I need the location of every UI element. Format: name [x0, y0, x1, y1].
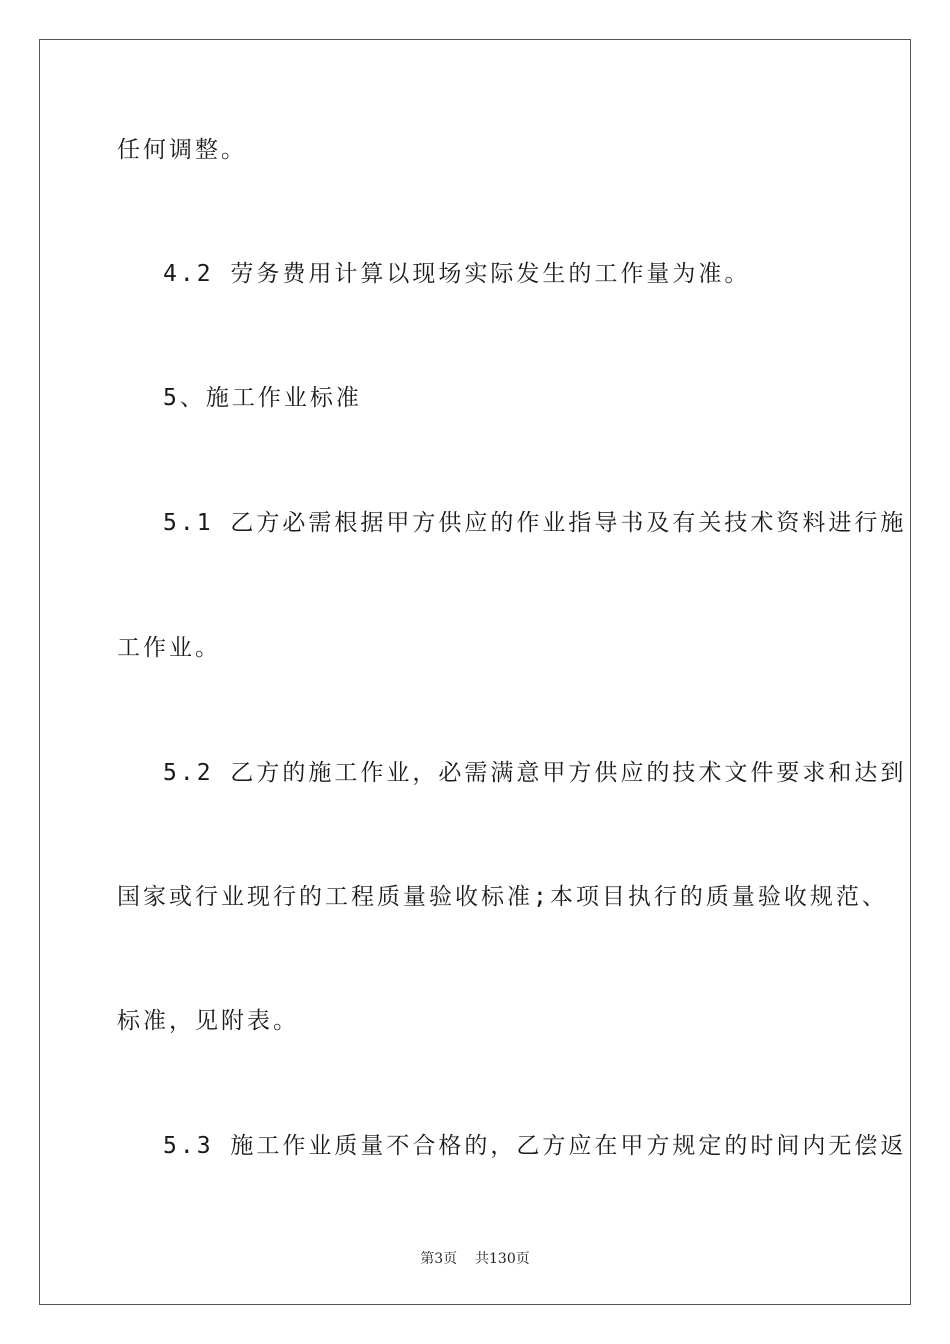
text-line-9: 5.3 施工作业质量不合格的，乙方应在甲方规定的时间内无偿返 [163, 1133, 907, 1159]
page-number: 第3页 [420, 1251, 458, 1267]
text-line-6: 5.2 乙方的施工作业，必需满意甲方供应的技术文件要求和达到 [163, 760, 907, 786]
text-line-1: 任何调整。 [117, 137, 247, 163]
section-heading-5: 5、施工作业标准 [163, 385, 362, 411]
page-total: 共130页 [475, 1251, 530, 1267]
page-frame [39, 39, 911, 1305]
text-line-8: 标准，见附表。 [117, 1008, 299, 1034]
text-line-2: 4.2 劳务费用计算以现场实际发生的工作量为准。 [163, 261, 751, 287]
text-line-4: 5.1 乙方必需根据甲方供应的作业指导书及有关技术资料进行施 [163, 510, 907, 536]
text-line-7: 国家或行业现行的工程质量验收标准;本项目执行的质量验收规范、 [117, 884, 888, 910]
text-line-5: 工作业。 [117, 635, 221, 661]
page-footer [0, 1248, 950, 1268]
